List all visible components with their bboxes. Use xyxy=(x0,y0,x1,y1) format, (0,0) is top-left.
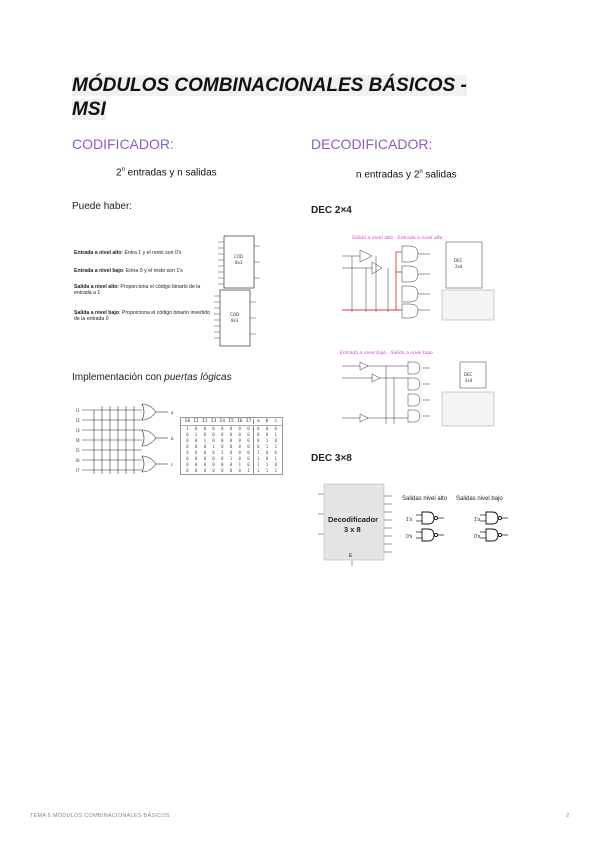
table-cell: 0 xyxy=(238,438,242,443)
table-cell: 0 xyxy=(194,426,198,431)
sub-pre: 2 xyxy=(116,167,122,179)
table-cell: 0 xyxy=(203,468,207,473)
dec24-caption-low: Entrada a nivel bajo - Salida a nivel bajo xyxy=(340,351,433,356)
truth-table-header-cell: b xyxy=(265,419,269,424)
table-cell: 0 xyxy=(274,426,277,431)
table-cell: 0 xyxy=(238,444,242,449)
table-cell: 0 xyxy=(212,450,215,455)
cod-item-4-bold: Salida a nivel bajo xyxy=(74,310,119,316)
dec24-heading: DEC 2×4 xyxy=(311,205,352,216)
and-gate-high-2 xyxy=(422,529,434,541)
table-cell: 0 xyxy=(253,438,263,444)
table-cell: 0 xyxy=(274,438,277,443)
table-cell: 0 xyxy=(194,444,198,449)
truth-table-header-cell: I3 xyxy=(210,419,217,424)
encoder-gate-circuit xyxy=(76,402,180,482)
dec24-high-diagram xyxy=(338,232,498,322)
cod-item-1-text: : Entra 1 y el resto son 0’s xyxy=(121,250,182,256)
table-cell: 0 xyxy=(212,462,215,467)
dec24-low-box-a: DEC xyxy=(464,372,473,377)
gate-output-b: b xyxy=(171,436,174,441)
table-cell: 1 xyxy=(265,438,269,443)
table-cell: 0 xyxy=(229,462,233,467)
puede-haber-label: Puede haber: xyxy=(72,201,133,212)
table-cell: 0 xyxy=(238,450,242,455)
table-cell: 1 xyxy=(274,432,277,437)
table-cell: 0 xyxy=(229,468,233,473)
table-cell: 0 xyxy=(194,462,198,467)
page-title xyxy=(72,74,512,122)
table-cell: 0 xyxy=(186,444,189,449)
table-cell: 0 xyxy=(238,432,242,437)
table-cell: 1 xyxy=(274,468,277,473)
not-bubble-low-2 xyxy=(498,533,501,536)
gate-input-6: I6 xyxy=(76,458,80,463)
table-cell: 0 xyxy=(221,456,224,461)
dec-sub-pre: n entradas y 2 xyxy=(356,169,420,181)
table-cell: 0 xyxy=(186,468,189,473)
ones-label-high: 1's xyxy=(406,517,413,523)
table-cell: 1 xyxy=(186,426,189,431)
dec38-enable-label: E xyxy=(349,553,353,559)
gate-input-7: I7 xyxy=(76,468,80,473)
truth-table-body xyxy=(181,426,282,474)
and-gate-high-1 xyxy=(422,512,434,524)
cod-item-2-bold: Entrada a nivel bajo xyxy=(74,268,124,274)
table-cell: 0 xyxy=(229,450,233,455)
table-cell: 0 xyxy=(212,468,215,473)
dec24-high-table xyxy=(442,290,494,320)
zeros-label-low: 0's xyxy=(474,534,481,540)
dec24-low-diagram xyxy=(338,348,498,430)
table-cell: 0 xyxy=(247,438,250,443)
table-cell: 0 xyxy=(274,450,277,455)
table-cell: 0 xyxy=(274,462,277,467)
table-cell: 0 xyxy=(265,456,269,461)
table-cell: 0 xyxy=(265,432,269,437)
table-cell: 0 xyxy=(238,456,242,461)
table-cell: 0 xyxy=(229,438,233,443)
cod-item-2 xyxy=(74,268,219,274)
implementacion-label xyxy=(72,372,232,383)
table-cell: 0 xyxy=(212,426,215,431)
truth-table-header-cell: I1 xyxy=(193,419,199,424)
truth-table-header xyxy=(181,418,282,426)
truth-table-header-cell: a xyxy=(253,419,263,424)
not-bubble-high-2 xyxy=(434,533,437,536)
table-cell: 0 xyxy=(229,444,233,449)
table-cell: 1 xyxy=(274,456,277,461)
table-cell: 0 xyxy=(186,438,189,443)
table-cell: 0 xyxy=(186,456,189,461)
table-cell: 1 xyxy=(247,468,250,473)
table-cell: 1 xyxy=(274,444,277,449)
footer-page-number: 2 xyxy=(566,813,570,819)
impl-em: puertas lógicas xyxy=(164,372,232,383)
table-cell: 0 xyxy=(186,432,189,437)
table-cell: 1 xyxy=(253,468,263,474)
table-cell: 0 xyxy=(247,450,250,455)
truth-table-header-cell: I2 xyxy=(202,419,208,424)
table-cell: 0 xyxy=(247,444,250,449)
table-cell: 0 xyxy=(221,426,224,431)
salidas-alto-label: Salidas nivel alto xyxy=(402,496,448,502)
dec-sub-post: salidas xyxy=(422,169,457,181)
dec24-high-box-b: 2x4 xyxy=(455,264,463,269)
table-cell: 1 xyxy=(253,450,263,456)
sub-post: entradas y n salidas xyxy=(124,167,217,179)
table-cell: 0 xyxy=(186,450,189,455)
table-cell: 1 xyxy=(229,456,233,461)
gate-input-2: I2 xyxy=(76,418,80,423)
cod-top-label-b: 8x3 xyxy=(235,260,243,265)
table-cell: 0 xyxy=(221,468,224,473)
impl-pre: Implementación con xyxy=(72,372,165,383)
table-cell: 0 xyxy=(247,456,250,461)
truth-table-header-cell: I0 xyxy=(184,419,191,424)
table-cell: 0 xyxy=(194,456,198,461)
or-gate-a xyxy=(142,404,156,420)
table-cell: 0 xyxy=(238,426,242,431)
table-cell: 0 xyxy=(186,462,189,467)
decodificador-heading: DECODIFICADOR: xyxy=(311,136,433,152)
salidas-bajo-label: Salidas nivel bajo xyxy=(456,496,503,502)
table-cell: 1 xyxy=(203,438,207,443)
not-bubble-low-1 xyxy=(498,516,501,519)
gate-input-3: I3 xyxy=(76,428,80,433)
table-cell: 1 xyxy=(238,462,242,467)
gate-input-1: I1 xyxy=(76,408,80,413)
table-cell: 0 xyxy=(221,438,224,443)
table-cell: 0 xyxy=(203,432,207,437)
table-cell: 0 xyxy=(203,450,207,455)
dec-sub-sup: n xyxy=(419,169,423,175)
table-cell: 0 xyxy=(212,456,215,461)
table-cell: 0 xyxy=(247,462,250,467)
cod-item-2-text: : Entra 0 y el resto son 1’s xyxy=(123,268,183,274)
table-cell: 0 xyxy=(203,426,207,431)
cod-item-3-bold: Salida a nivel alto xyxy=(74,284,118,290)
dec38-box-line2: 3 x 8 xyxy=(344,525,361,534)
cod-block-diagrams xyxy=(214,230,264,350)
dec38-diagram xyxy=(318,484,548,568)
table-cell: 0 xyxy=(203,444,207,449)
cod-bottom-label-b: 8x3 xyxy=(231,318,239,323)
footer-title: TEMA 5 MÓDULOS COMBINACIONALES BÁSICOS xyxy=(30,813,170,819)
table-cell: 0 xyxy=(194,438,198,443)
table-cell: 0 xyxy=(265,426,269,431)
cod-item-3 xyxy=(74,284,214,296)
and-gate-low-2 xyxy=(486,529,498,541)
decodificador-subtitle xyxy=(356,169,457,180)
dec24-high-box-a: DEC xyxy=(454,258,463,263)
dec38-heading: DEC 3×8 xyxy=(311,453,352,464)
truth-table-header-cell: c xyxy=(274,419,278,424)
not-bubble-high-1 xyxy=(434,516,437,519)
title-line-1: MÓDULOS COMBINACIONALES BÁSICOS - xyxy=(72,75,467,96)
gate-output-a: a xyxy=(171,410,174,415)
truth-table-header-cell: I4 xyxy=(219,419,226,424)
table-cell: 1 xyxy=(253,456,263,462)
dec24-low-box-b: 2x4 xyxy=(465,378,473,383)
table-cell: 0 xyxy=(253,432,263,438)
table-cell: 0 xyxy=(229,426,233,431)
title-line-2: MSI xyxy=(72,99,106,120)
cod-item-4 xyxy=(74,310,214,322)
table-cell: 1 xyxy=(194,432,198,437)
table-cell: 0 xyxy=(238,468,242,473)
gate-input-5: I5 xyxy=(76,448,80,453)
sub-sup: n xyxy=(121,167,125,173)
table-cell: 0 xyxy=(265,450,269,455)
encoder-truth-table xyxy=(180,417,283,475)
table-cell: 1 xyxy=(221,450,224,455)
table-cell: 0 xyxy=(212,432,215,437)
table-cell: 1 xyxy=(265,462,269,467)
or-gate-b xyxy=(142,430,156,446)
zeros-label-high: 0's xyxy=(406,534,413,540)
and-gate-low-1 xyxy=(486,512,498,524)
table-row xyxy=(181,468,282,474)
cod-top-label-a: COD xyxy=(234,254,244,259)
table-cell: 0 xyxy=(203,456,207,461)
cod-bottom-label-a: COD xyxy=(230,312,240,317)
gate-input-4: I4 xyxy=(76,438,80,443)
codificador-subtitle xyxy=(116,167,217,178)
table-cell: 0 xyxy=(253,444,263,450)
cod-item-4-text: : Proporciona el código binario invertido de la entrada 0 xyxy=(74,310,211,322)
table-cell: 0 xyxy=(221,432,224,437)
cod-item-1 xyxy=(74,250,219,256)
dec38-box-line1: Decodificador xyxy=(328,515,379,524)
table-cell: 0 xyxy=(203,462,207,467)
cod-item-1-bold: Entrada a nivel alto xyxy=(74,250,122,256)
dec24-caption-high: Salida a nivel alto - Entrada a nivel alto xyxy=(352,236,443,241)
table-cell: 1 xyxy=(265,444,269,449)
table-cell: 0 xyxy=(194,450,198,455)
table-cell: 0 xyxy=(253,426,263,432)
table-cell: 0 xyxy=(247,426,250,431)
truth-table-header-cell: I7 xyxy=(245,419,252,424)
table-cell: 1 xyxy=(212,444,215,449)
dec24-low-table xyxy=(442,392,494,426)
table-cell: 0 xyxy=(212,438,215,443)
table-cell: 0 xyxy=(221,444,224,449)
table-cell: 1 xyxy=(253,462,263,468)
or-gate-c xyxy=(142,456,156,472)
table-cell: 0 xyxy=(221,462,224,467)
codificador-heading: CODIFICADOR: xyxy=(72,136,174,152)
truth-table-header-cell: I5 xyxy=(228,419,234,424)
table-cell: 0 xyxy=(194,468,198,473)
table-cell: 0 xyxy=(247,432,250,437)
cod-item-3-text: : Proporciona el código binario de la entrada a 1 xyxy=(74,284,201,296)
truth-table-header-cell: I6 xyxy=(237,419,243,424)
table-cell: 0 xyxy=(229,432,233,437)
gate-output-c: c xyxy=(171,462,174,467)
ones-label-low: 1's xyxy=(474,517,481,523)
table-cell: 1 xyxy=(265,468,269,473)
